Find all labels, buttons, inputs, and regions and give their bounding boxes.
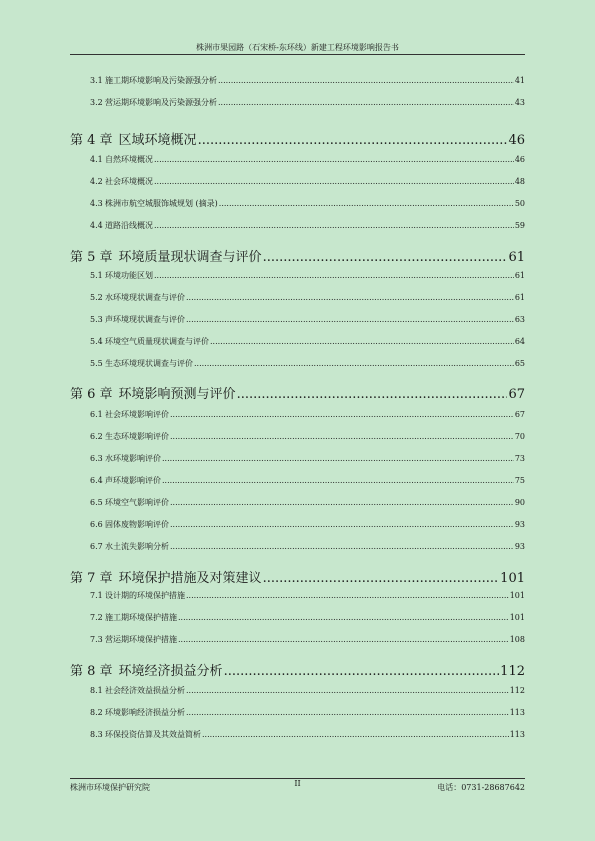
toc-entry-number: 7.2 xyxy=(90,613,103,622)
toc-entry-page: 101 xyxy=(509,613,525,622)
toc-dot-leader xyxy=(219,199,514,208)
toc-dot-leader xyxy=(162,476,514,485)
toc-dot-leader xyxy=(154,177,514,186)
toc-entry-number: 8.3 xyxy=(90,730,103,739)
toc-entry-number: 8.2 xyxy=(90,708,103,717)
toc-section-entry[interactable] xyxy=(70,707,525,718)
toc-entry-number: 5.5 xyxy=(90,359,103,368)
toc-entry-page: 61 xyxy=(514,293,525,302)
toc-entry-number: 5.4 xyxy=(90,337,103,346)
toc-entry-number: 第 5 章 xyxy=(70,250,113,265)
toc-dot-leader xyxy=(194,359,514,368)
toc-entry-number: 3.2 xyxy=(90,98,103,107)
toc-entry-number: 4.3 xyxy=(90,199,103,208)
toc-entry-title: 社会环境概况 xyxy=(105,177,153,186)
toc-dot-leader xyxy=(170,410,514,419)
toc-entry-title: 生态环境影响评价 xyxy=(105,432,169,441)
toc-dot-leader xyxy=(186,708,509,717)
running-header: 株洲市果园路（石宋桥-东环线）新建工程环境影响报告书 xyxy=(196,43,399,52)
toc-dot-leader xyxy=(186,686,509,695)
toc-entry-page: 43 xyxy=(514,98,525,107)
toc-entry-title: 环境保护措施及对策建议 xyxy=(118,571,262,586)
toc-entry-title: 设计期的环境保护措施 xyxy=(105,591,185,600)
toc-entry-number: 第 7 章 xyxy=(70,571,113,586)
toc-entry-title: 环境空气影响评价 xyxy=(105,498,169,507)
toc-section-entry[interactable] xyxy=(70,154,525,165)
toc-entry-title: 生态环境现状调查与评价 xyxy=(105,359,193,368)
toc-dot-leader xyxy=(170,542,514,551)
toc-section-entry[interactable] xyxy=(70,541,525,552)
toc-entry-number: 3.1 xyxy=(90,76,103,85)
toc-section-entry[interactable] xyxy=(70,409,525,420)
toc-section-entry[interactable] xyxy=(70,336,525,347)
toc-entry-number: 5.1 xyxy=(90,271,103,280)
toc-entry-page: 113 xyxy=(509,708,525,717)
toc-dot-leader xyxy=(237,387,508,402)
toc-entry-page: 70 xyxy=(514,432,525,441)
toc-entry-page: 101 xyxy=(500,571,525,586)
toc-dot-leader xyxy=(170,498,514,507)
toc-chapter-entry[interactable] xyxy=(70,383,525,402)
toc-entry-title: 施工期环境保护措施 xyxy=(105,613,177,622)
toc-entry-number: 第 4 章 xyxy=(70,133,113,148)
toc-entry-title: 区域环境概况 xyxy=(118,133,197,148)
toc-entry-number: 6.2 xyxy=(90,432,103,441)
toc-dot-leader xyxy=(162,454,514,463)
toc-entry-title: 施工期环境影响及污染源强分析 xyxy=(105,76,217,85)
toc-dot-leader xyxy=(154,221,514,230)
toc-entry-page: 101 xyxy=(509,591,525,600)
toc-entry-title: 环保投资估算及其效益简析 xyxy=(105,730,201,739)
toc-entry-page: 93 xyxy=(514,542,525,551)
toc-chapter-entry[interactable] xyxy=(70,660,525,679)
toc-section-entry[interactable] xyxy=(70,292,525,303)
toc-entry-title: 营运期环境保护措施 xyxy=(105,635,177,644)
toc-entry-title: 水环境现状调查与评价 xyxy=(105,293,185,302)
toc-entry-page: 59 xyxy=(514,221,525,230)
toc-entry-title: 社会经济效益损益分析 xyxy=(105,686,185,695)
toc-entry-page: 113 xyxy=(509,730,525,739)
toc-entry-number: 第 6 章 xyxy=(70,387,113,402)
toc-entry-title: 环境经济损益分析 xyxy=(118,664,223,679)
toc-chapter-entry[interactable] xyxy=(70,129,525,148)
toc-dot-leader xyxy=(210,337,514,346)
toc-entry-page: 90 xyxy=(514,498,525,507)
toc-section-entry[interactable] xyxy=(70,97,525,108)
toc-section-entry[interactable] xyxy=(70,634,525,645)
toc-entry-title: 环境功能区划 xyxy=(105,271,153,280)
toc-entry-number: 6.3 xyxy=(90,454,103,463)
toc-dot-leader xyxy=(218,76,514,85)
toc-entry-page: 67 xyxy=(508,387,525,402)
toc-dot-leader xyxy=(218,98,514,107)
toc-entry-title: 环境空气质量现状调查与评价 xyxy=(105,337,209,346)
toc-dot-leader xyxy=(178,635,509,644)
toc-entry-number: 6.6 xyxy=(90,520,103,529)
toc-section-entry[interactable] xyxy=(70,75,525,86)
toc-section-entry[interactable] xyxy=(70,314,525,325)
toc-dot-leader xyxy=(154,155,514,164)
toc-entry-page: 67 xyxy=(514,410,525,419)
toc-entry-page: 46 xyxy=(514,155,525,164)
toc-section-entry[interactable] xyxy=(70,612,525,623)
toc-dot-leader xyxy=(186,315,514,324)
toc-entry-page: 75 xyxy=(514,476,525,485)
toc-entry-title: 固体废物影响评价 xyxy=(105,520,169,529)
toc-entry-page: 108 xyxy=(509,635,525,644)
toc-entry-number: 4.1 xyxy=(90,155,103,164)
toc-dot-leader xyxy=(154,271,514,280)
toc-entry-title: 自然环境概况 xyxy=(105,155,153,164)
toc-entry-title: 道路沿线概况 xyxy=(105,221,153,230)
toc-dot-leader xyxy=(263,571,500,586)
toc-entry-number: 7.1 xyxy=(90,591,103,600)
toc-entry-title: 营运期环境影响及污染源强分析 xyxy=(105,98,217,107)
toc-entry-title: 社会环境影响评价 xyxy=(105,410,169,419)
toc-dot-leader xyxy=(178,613,509,622)
toc-entry-page: 61 xyxy=(508,250,525,265)
toc-entry-number: 6.1 xyxy=(90,410,103,419)
toc-entry-title: 环境质量现状调查与评价 xyxy=(118,250,262,265)
toc-chapter-entry[interactable] xyxy=(70,567,525,586)
toc-entry-page: 61 xyxy=(514,271,525,280)
toc-entry-number: 4.4 xyxy=(90,221,103,230)
toc-section-entry[interactable] xyxy=(70,519,525,530)
toc-section-entry[interactable] xyxy=(70,475,525,486)
toc-dot-leader xyxy=(186,293,514,302)
toc-entry-page: 93 xyxy=(514,520,525,529)
toc-entry-number: 5.3 xyxy=(90,315,103,324)
toc-entry-page: 112 xyxy=(509,686,525,695)
toc-dot-leader xyxy=(198,133,508,148)
toc-entry-title: 环境影响预测与评价 xyxy=(118,387,236,402)
toc-entry-number: 8.1 xyxy=(90,686,103,695)
toc-entry-number: 6.7 xyxy=(90,542,103,551)
toc-chapter-entry[interactable] xyxy=(70,246,525,265)
toc-entry-page: 64 xyxy=(514,337,525,346)
toc-section-entry[interactable] xyxy=(70,685,525,696)
toc-entry-number: 5.2 xyxy=(90,293,103,302)
toc-entry-page: 63 xyxy=(514,315,525,324)
toc-entry-number: 第 8 章 xyxy=(70,664,113,679)
footer-phone: 电话：0731-28687642 xyxy=(437,783,525,792)
toc-entry-number: 7.3 xyxy=(90,635,103,644)
toc-entry-number: 6.4 xyxy=(90,476,103,485)
toc-section-entry[interactable] xyxy=(70,270,525,281)
footer-page-number: II xyxy=(294,779,301,788)
toc-entry-number: 4.2 xyxy=(90,177,103,186)
footer-institution: 株洲市环境保护研究院 xyxy=(70,783,150,792)
toc-dot-leader xyxy=(170,520,514,529)
toc-entry-page: 73 xyxy=(514,454,525,463)
toc-entry-page: 46 xyxy=(508,133,525,148)
toc-entry-page: 48 xyxy=(514,177,525,186)
toc-dot-leader xyxy=(224,664,500,679)
toc-section-entry[interactable] xyxy=(70,729,525,740)
toc-entry-title: 水环境影响评价 xyxy=(105,454,161,463)
toc-entry-title: 环境影响经济损益分析 xyxy=(105,708,185,717)
toc-section-entry[interactable] xyxy=(70,453,525,464)
toc-entry-page: 112 xyxy=(500,664,525,679)
toc-entry-title: 声环境影响评价 xyxy=(105,476,161,485)
toc-entry-title: 水土流失影响分析 xyxy=(105,542,169,551)
toc-entry-title: 株洲市航空城服饰城规划 (摘录) xyxy=(105,199,218,208)
toc-section-entry[interactable] xyxy=(70,358,525,369)
toc-section-entry[interactable] xyxy=(70,431,525,442)
toc-entry-number: 6.5 xyxy=(90,498,103,507)
toc-entry-page: 41 xyxy=(514,76,525,85)
toc-section-entry[interactable] xyxy=(70,497,525,508)
toc-dot-leader xyxy=(202,730,509,739)
toc-section-entry[interactable] xyxy=(70,176,525,187)
toc-entry-title: 声环境现状调查与评价 xyxy=(105,315,185,324)
toc-entry-page: 65 xyxy=(514,359,525,368)
toc-entry-page: 50 xyxy=(514,199,525,208)
toc-section-entry[interactable] xyxy=(70,198,525,209)
toc-dot-leader xyxy=(263,250,508,265)
toc-section-entry[interactable] xyxy=(70,220,525,231)
toc-dot-leader xyxy=(170,432,514,441)
toc-section-entry[interactable] xyxy=(70,590,525,601)
toc-dot-leader xyxy=(186,591,509,600)
header-divider xyxy=(70,54,525,55)
